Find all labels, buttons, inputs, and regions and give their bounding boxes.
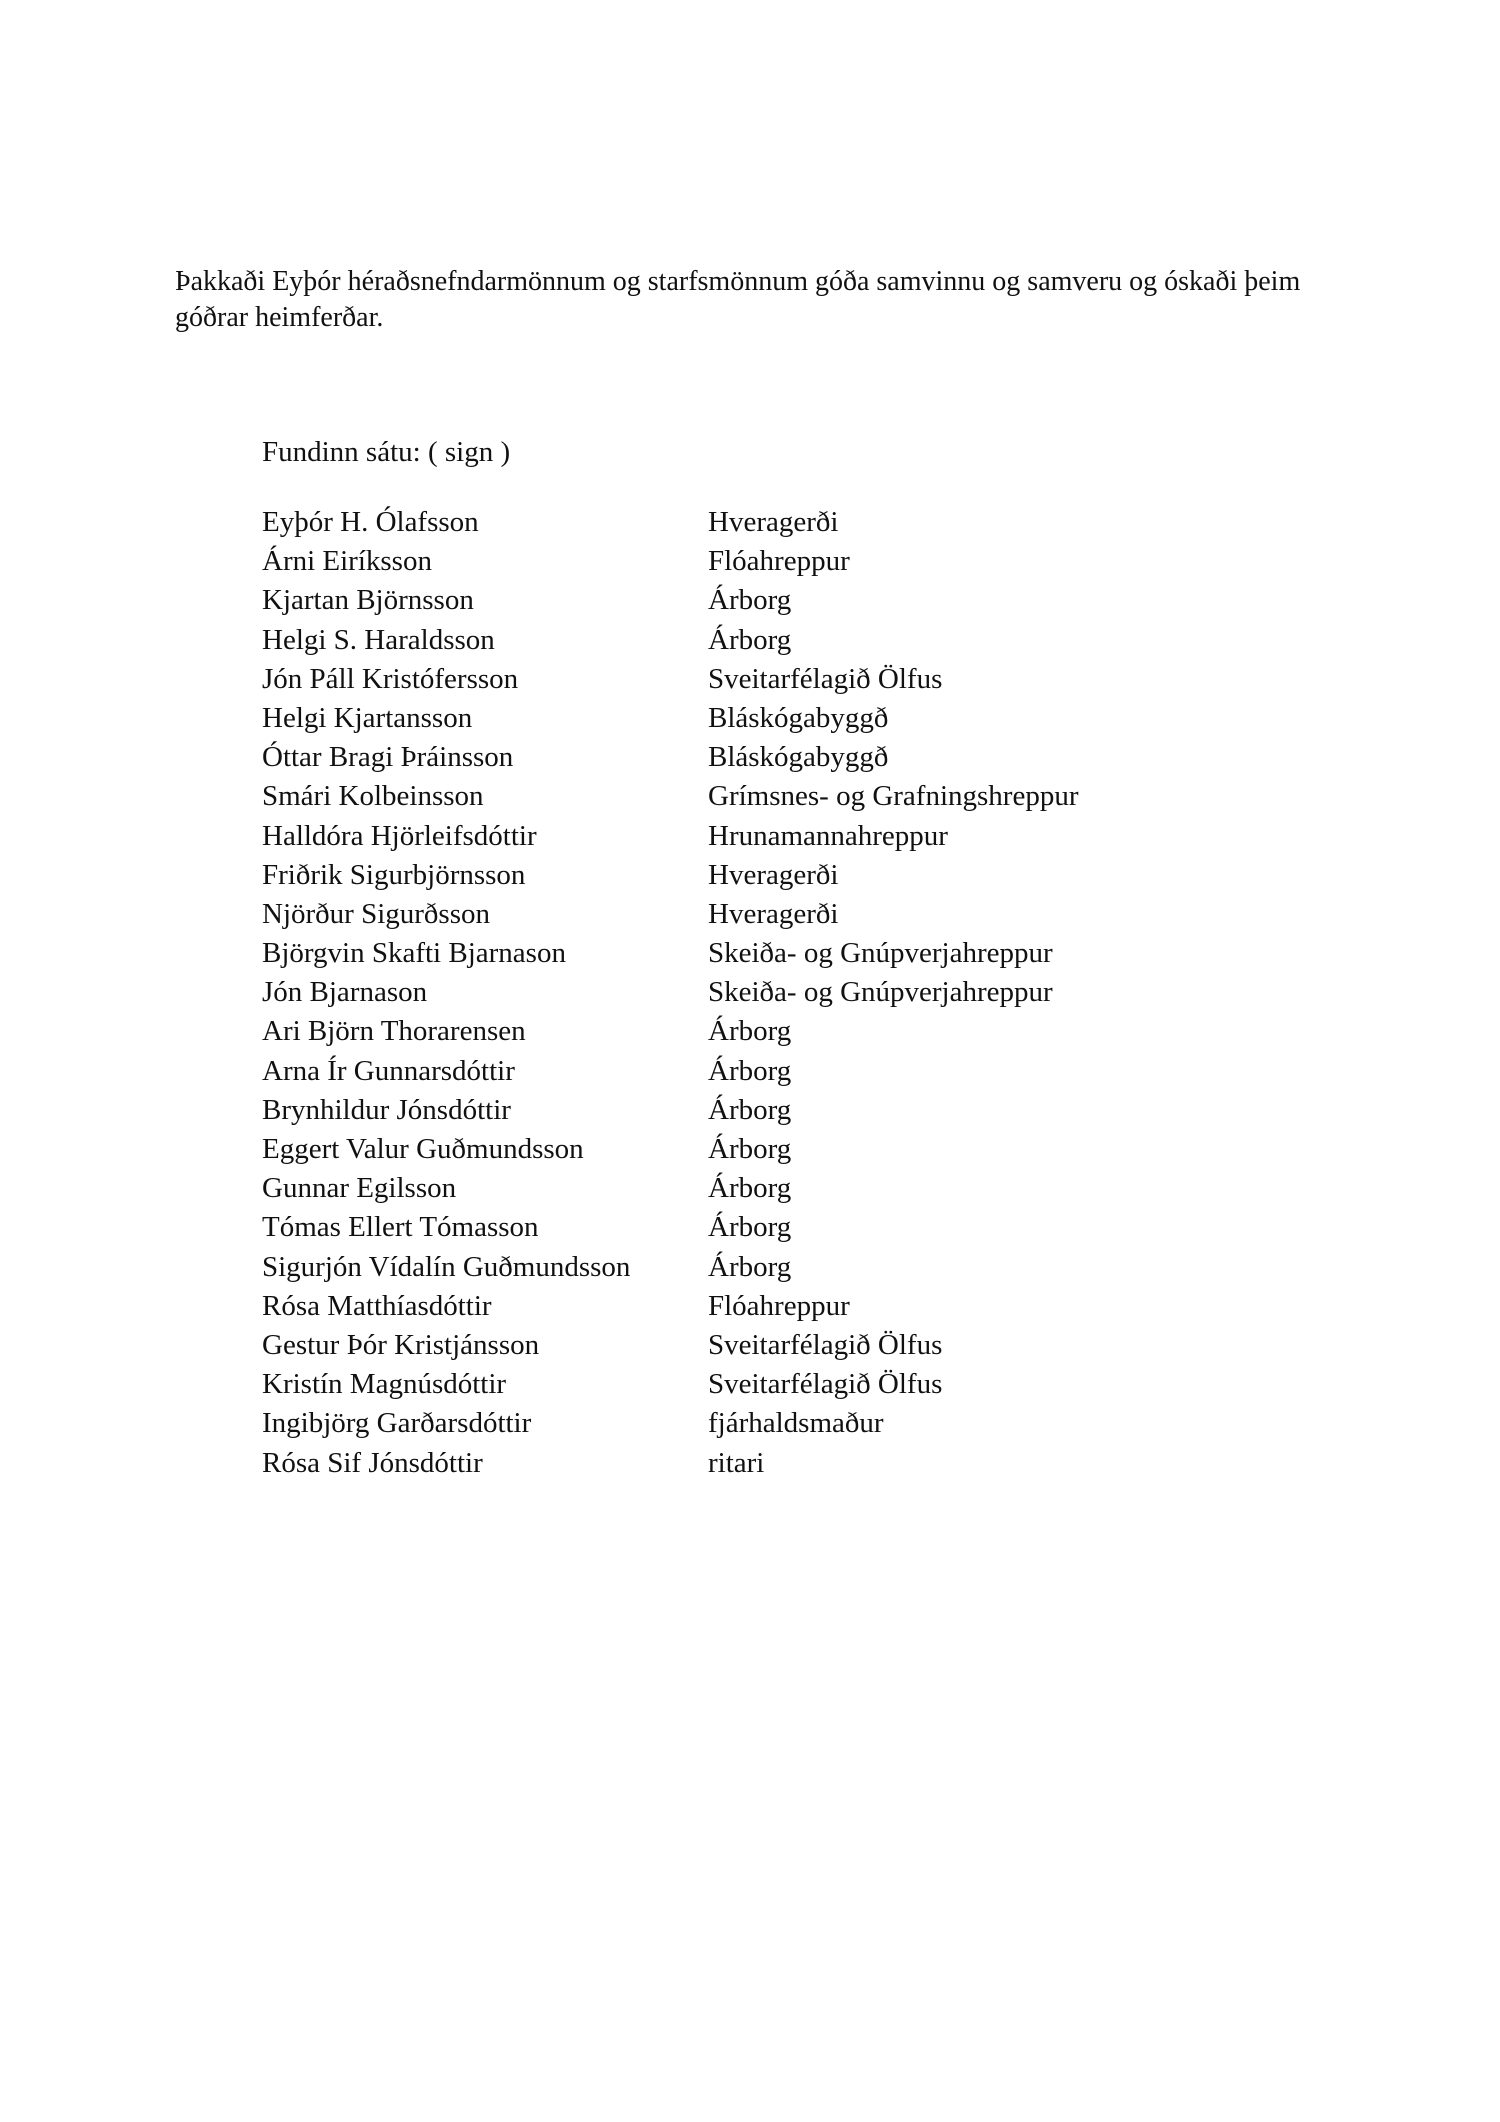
attendee-place: Árborg: [708, 623, 792, 656]
attendee-row: [262, 1365, 1262, 1404]
attendee-place: Hveragerði: [708, 506, 839, 538]
attendee-row: [262, 660, 1262, 699]
attendee-row: [262, 503, 1262, 542]
attendee-row: [262, 973, 1262, 1012]
attendee-place: Sveitarfélagið Ölfus: [708, 662, 943, 695]
attendee-row: [262, 1287, 1262, 1326]
attendee-place: Hveragerði: [708, 897, 839, 930]
attendee-row: [262, 1169, 1262, 1208]
attendee-row: [262, 1012, 1262, 1051]
attendee-row: [262, 1326, 1262, 1365]
attendee-place: Bláskógabyggð: [708, 701, 889, 734]
attendance-heading: Fundinn sátu: ( sign ): [262, 436, 511, 468]
attendee-place: Árborg: [708, 1211, 792, 1244]
attendee-name: Jón Páll Kristófersson: [262, 662, 519, 695]
attendee-place: Skeiða- og Gnúpverjahreppur: [708, 937, 1053, 970]
attendee-name: Rósa Matthíasdóttir: [262, 1289, 492, 1322]
attendee-name: Árni Eiríksson: [262, 545, 432, 578]
attendee-name: Ari Björn Thorarensen: [262, 1015, 526, 1048]
attendee-name: Halldóra Hjörleifsdóttir: [262, 819, 537, 852]
attendee-name: Gestur Þór Kristjánsson: [262, 1328, 540, 1361]
attendee-row: [262, 817, 1262, 856]
attendee-row: [262, 1444, 1262, 1483]
attendee-row: [262, 934, 1262, 973]
attendee-place: Grímsnes- og Grafningshreppur: [708, 780, 1079, 813]
attendee-row: [262, 856, 1262, 895]
attendee-name: Óttar Bragi Þráinsson: [262, 741, 514, 774]
attendee-place: Árborg: [708, 1054, 792, 1087]
attendee-place: Árborg: [708, 1015, 792, 1048]
attendee-row: [262, 1208, 1262, 1247]
attendee-name: Arna Ír Gunnarsdóttir: [262, 1054, 515, 1087]
attendee-name: Eggert Valur Guðmundsson: [262, 1133, 584, 1165]
attendee-place: Árborg: [708, 1172, 792, 1205]
closing-paragraph: Þakkaði Eyþór héraðsnefndarmönnum og starfsmönnum góða samvinnu og samveru og óskaði þeim góðrar heimferðar.: [175, 266, 1301, 333]
attendee-place: Sveitarfélagið Ölfus: [708, 1328, 943, 1361]
attendee-place: Árborg: [708, 1093, 792, 1126]
attendee-place: Skeiða- og Gnúpverjahreppur: [708, 976, 1053, 1009]
attendee-place: Flóahreppur: [708, 545, 850, 578]
attendee-row: [262, 1248, 1262, 1287]
attendee-row: [262, 895, 1262, 934]
attendee-list: [262, 503, 1262, 1483]
attendee-row: [262, 1404, 1262, 1443]
attendee-name: Tómas Ellert Tómasson: [262, 1211, 539, 1244]
attendee-row: [262, 581, 1262, 620]
attendee-place: Árborg: [708, 584, 792, 617]
attendee-place: Hveragerði: [708, 858, 839, 891]
attendee-name: Sigurjón Vídalín Guðmundsson: [262, 1250, 631, 1283]
attendee-place: Flóahreppur: [708, 1289, 850, 1322]
attendee-row: [262, 621, 1262, 660]
attendee-name: Helgi Kjartansson: [262, 701, 473, 734]
attendee-name: Friðrik Sigurbjörnsson: [262, 858, 526, 891]
attendee-name: Njörður Sigurðsson: [262, 897, 490, 930]
attendee-row: [262, 542, 1262, 581]
attendee-row: [262, 1052, 1262, 1091]
attendee-place: Hrunamannahreppur: [708, 819, 948, 852]
attendee-name: Brynhildur Jónsdóttir: [262, 1093, 511, 1126]
attendee-name: Eyþór H. Ólafsson: [262, 506, 479, 538]
attendee-row: [262, 738, 1262, 777]
attendee-name: Kristín Magnúsdóttir: [262, 1368, 507, 1401]
attendee-name: Björgvin Skafti Bjarnason: [262, 937, 566, 970]
attendee-name: Rósa Sif Jónsdóttir: [262, 1446, 483, 1479]
attendee-place: Árborg: [708, 1250, 792, 1283]
attendee-name: Jón Bjarnason: [262, 976, 428, 1009]
attendee-name: Ingibjörg Garðarsdóttir: [262, 1407, 532, 1440]
attendee-row: [262, 777, 1262, 816]
attendee-place: Bláskógabyggð: [708, 741, 889, 774]
attendee-place: Árborg: [708, 1133, 792, 1165]
attendee-row: [262, 699, 1262, 738]
attendee-name: Gunnar Egilsson: [262, 1172, 457, 1205]
attendee-row: [262, 1130, 1262, 1169]
attendee-name: Helgi S. Haraldsson: [262, 623, 495, 656]
attendee-place: Sveitarfélagið Ölfus: [708, 1368, 943, 1401]
attendee-name: Kjartan Björnsson: [262, 584, 474, 617]
attendee-place: fjárhaldsmaður: [708, 1407, 884, 1440]
attendee-place: ritari: [708, 1446, 765, 1479]
attendee-name: Smári Kolbeinsson: [262, 780, 484, 813]
attendee-row: [262, 1091, 1262, 1130]
